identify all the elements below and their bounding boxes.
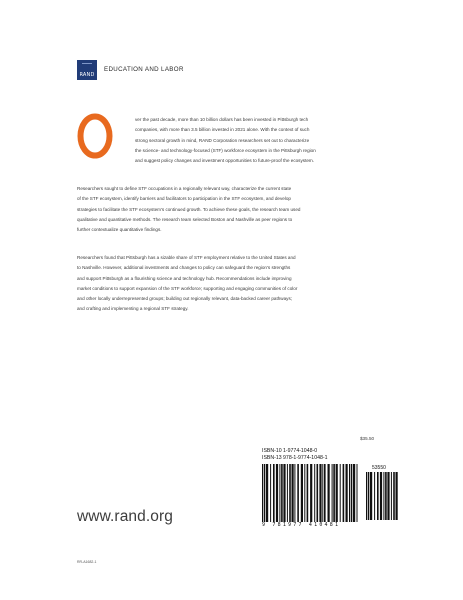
barcode-bar [317, 464, 319, 522]
barcode-bar [297, 464, 299, 522]
barcode-bar [273, 464, 275, 522]
barcode-bar [368, 472, 370, 520]
text-line: of the STF ecosystem, identify barriers and facilitators to participation in the STF ecosystem, and develop [77, 196, 291, 202]
isbn-barcode [262, 448, 402, 528]
barcode-bar [281, 464, 283, 522]
text-line: and support Pittsburgh as a flourishing science and technology hub. Recommendations include improving [77, 275, 292, 281]
methods-paragraph [77, 184, 300, 235]
price-label: $35.50 [360, 436, 375, 441]
barcode-bar [324, 464, 326, 522]
text-line: and other locally underrepresented groups; building out regionally relevant, data-backed career pathways; [77, 296, 293, 302]
barcode-bar [304, 464, 305, 522]
barcode-bar [319, 464, 321, 522]
addon-barcode-bars [366, 472, 398, 520]
text-line: further contextualize quantitative findings. [77, 227, 162, 233]
logo-text: RAND [79, 72, 95, 78]
barcode-bar [377, 472, 379, 520]
barcode-bar [292, 464, 294, 522]
isbn-13: ISBN-13 978-1-9774-1048-1 [262, 455, 328, 461]
barcode-bar [262, 464, 263, 522]
barcode-bar [385, 472, 387, 520]
barcode-bar [328, 464, 330, 522]
isbn-10: ISBN-10 1-9774-1048-0 [262, 448, 318, 454]
text-line: Researchers sought to define STF occupations in a regionally relevant way, characterize the current state [77, 186, 292, 191]
findings-paragraph [77, 253, 297, 315]
barcode-bar [332, 464, 333, 522]
barcode-bar [340, 464, 341, 522]
text-line: Researchers found that Pittsburgh has a sizable share of STF employment relative to the United States and [77, 255, 296, 260]
barcode-bar [351, 464, 353, 522]
barcode-bar [370, 472, 372, 520]
barcode-bar [391, 472, 392, 520]
text-line: qualitative and quantitative methods. The research team selected Boston and Nashville as peer regions to [77, 216, 293, 222]
text-line: and suggest policy changes and investment opportunities to future-proof the ecosystem. [135, 158, 315, 164]
publisher-header [77, 60, 184, 80]
text-line: strategies to facilitate the STF ecosystem's continued growth. To achieve these goals, the research team used [77, 206, 301, 212]
barcode-bar [270, 464, 271, 522]
barcode-digits: 9 781977 410481 [262, 522, 341, 528]
price-addon-number: 53550 [372, 465, 386, 471]
text-line: the science- and technology-focused (STF) workforce ecosystem in the Pittsburgh region [135, 147, 316, 153]
division-name: EDUCATION AND LABOR [104, 65, 184, 73]
text-line: strong sectoral growth in mind, RAND Corporation researchers set out to characterize [135, 137, 310, 143]
text-line: market conditions to support expansion of the STF workforce; supporting and engaging communities of color [77, 285, 298, 291]
text-line: and crafting and implementing a regional STF strategy. [77, 306, 189, 312]
barcode-bar [264, 464, 266, 522]
barcode-bar [343, 464, 345, 522]
report-code: RR-A1682-1 [77, 560, 97, 564]
barcode-bar [393, 472, 395, 520]
barcode-bar [333, 464, 335, 522]
barcode-bar [307, 464, 309, 522]
barcode-bar [357, 464, 358, 522]
barcode-bar [279, 464, 280, 522]
dropcap-o [77, 112, 113, 160]
intro-paragraph [135, 115, 316, 166]
barcode-bar [380, 472, 382, 520]
barcode-bar [366, 472, 367, 520]
website-link[interactable]: www.rand.org [77, 508, 173, 525]
barcode-bar [276, 464, 278, 522]
barcode-bars [262, 464, 360, 522]
barcode-bar [287, 464, 288, 522]
barcode-bar [294, 464, 295, 522]
barcode-bar [383, 472, 384, 520]
text-line: to Nashville. However, additional investments and changes to policy can safeguard the region's strengths [77, 265, 291, 271]
barcode-bar [336, 464, 338, 522]
barcode-bar [374, 472, 375, 520]
barcode-bar [349, 464, 350, 522]
barcode-bar [387, 472, 389, 520]
barcode-bar [310, 464, 312, 522]
barcode-bar [353, 464, 355, 522]
barcode-bar [322, 464, 323, 522]
barcode-bar [266, 464, 268, 522]
text-line: companies, with more than 3.5 billion invested in 2021 alone. With the context of such [135, 127, 310, 133]
barcode-bar [346, 464, 348, 522]
rand-logo [77, 60, 97, 80]
barcode-bar [301, 464, 303, 522]
logo-mark-icon [82, 63, 92, 72]
text-line: ver the past decade, more than 10 billion dollars has been invested in Pittsburgh tech [135, 117, 309, 122]
barcode-bar [396, 472, 398, 520]
barcode-bar [314, 464, 315, 522]
barcode-bar [283, 464, 285, 522]
barcode-bar [289, 464, 291, 522]
